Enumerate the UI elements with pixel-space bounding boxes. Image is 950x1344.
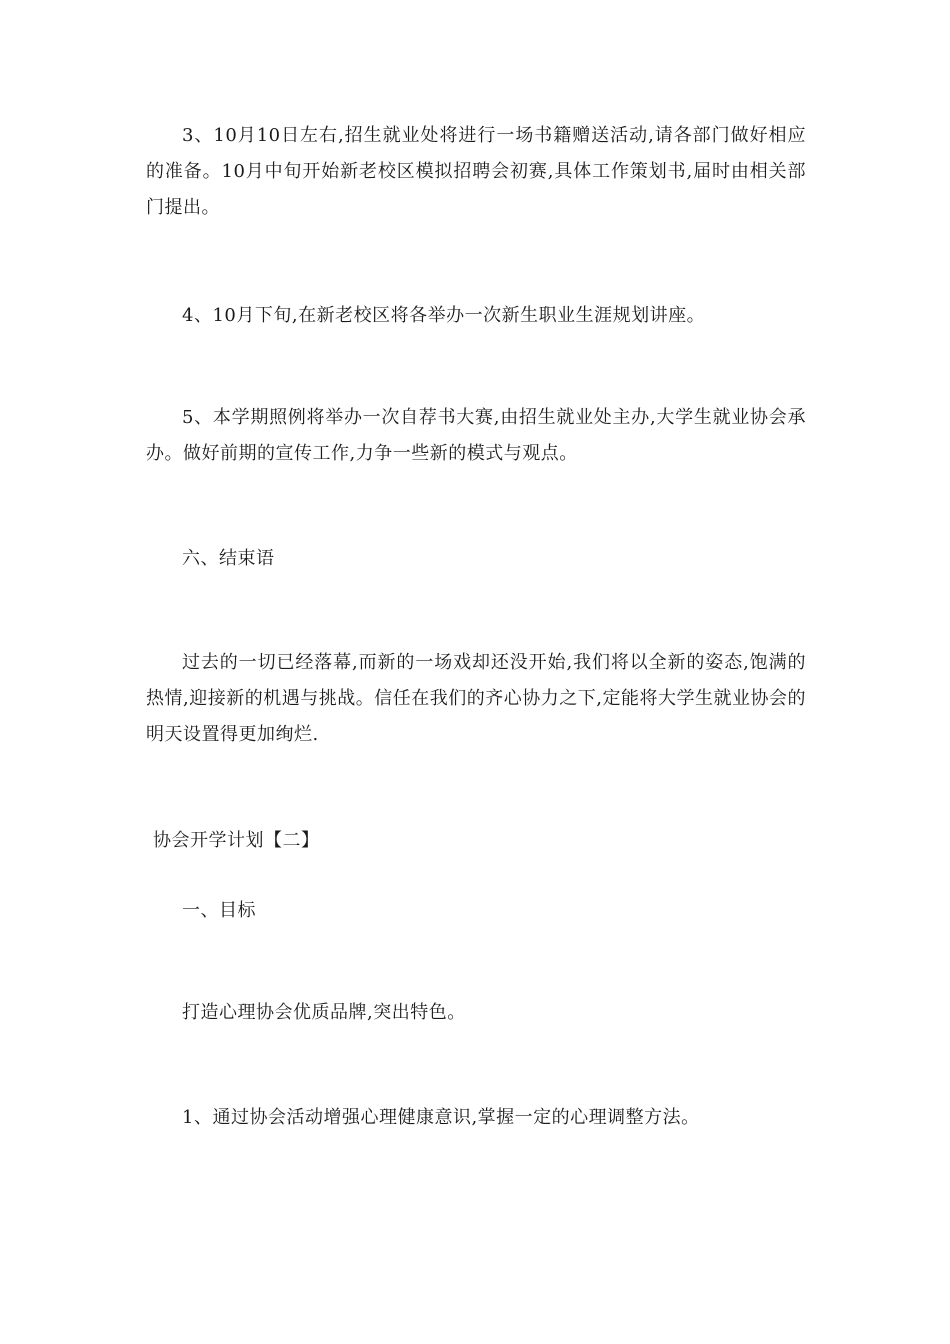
- paragraph-item-4: 4、10月下旬,在新老校区将各举办一次新生职业生涯规划讲座。: [182, 305, 706, 326]
- paragraph-item-3: 3、10月10日左右,招生就业处将进行一场书籍赠送活动,请各部门做好相应的准备。10月中旬开始新老校区模拟招聘会初赛,具体工作策划书,届时由相关部门提出。: [146, 125, 806, 218]
- paragraph-goal: 打造心理协会优质品牌,突出特色。: [182, 1002, 466, 1023]
- section-heading-conclusion: 六、结束语: [182, 548, 275, 569]
- paragraph-item-5: 5、本学期照例将举办一次自荐书大赛,由招生就业处主办,大学生就业协会承办。做好前期的宣传工作,力争一些新的模式与观点。: [146, 407, 806, 464]
- plan-title-two: 协会开学计划【二】: [153, 830, 320, 851]
- paragraph-goal-item-1: 1、通过协会活动增强心理健康意识,掌握一定的心理调整方法。: [182, 1107, 700, 1128]
- paragraph-conclusion: 过去的一切已经落幕,而新的一场戏却还没开始,我们将以全新的姿态,饱满的热情,迎接新的机遇与挑战。信任在我们的齐心协力之下,定能将大学生就业协会的明天设置得更加绚烂.: [146, 652, 806, 745]
- section-heading-goal: 一、目标: [182, 900, 256, 921]
